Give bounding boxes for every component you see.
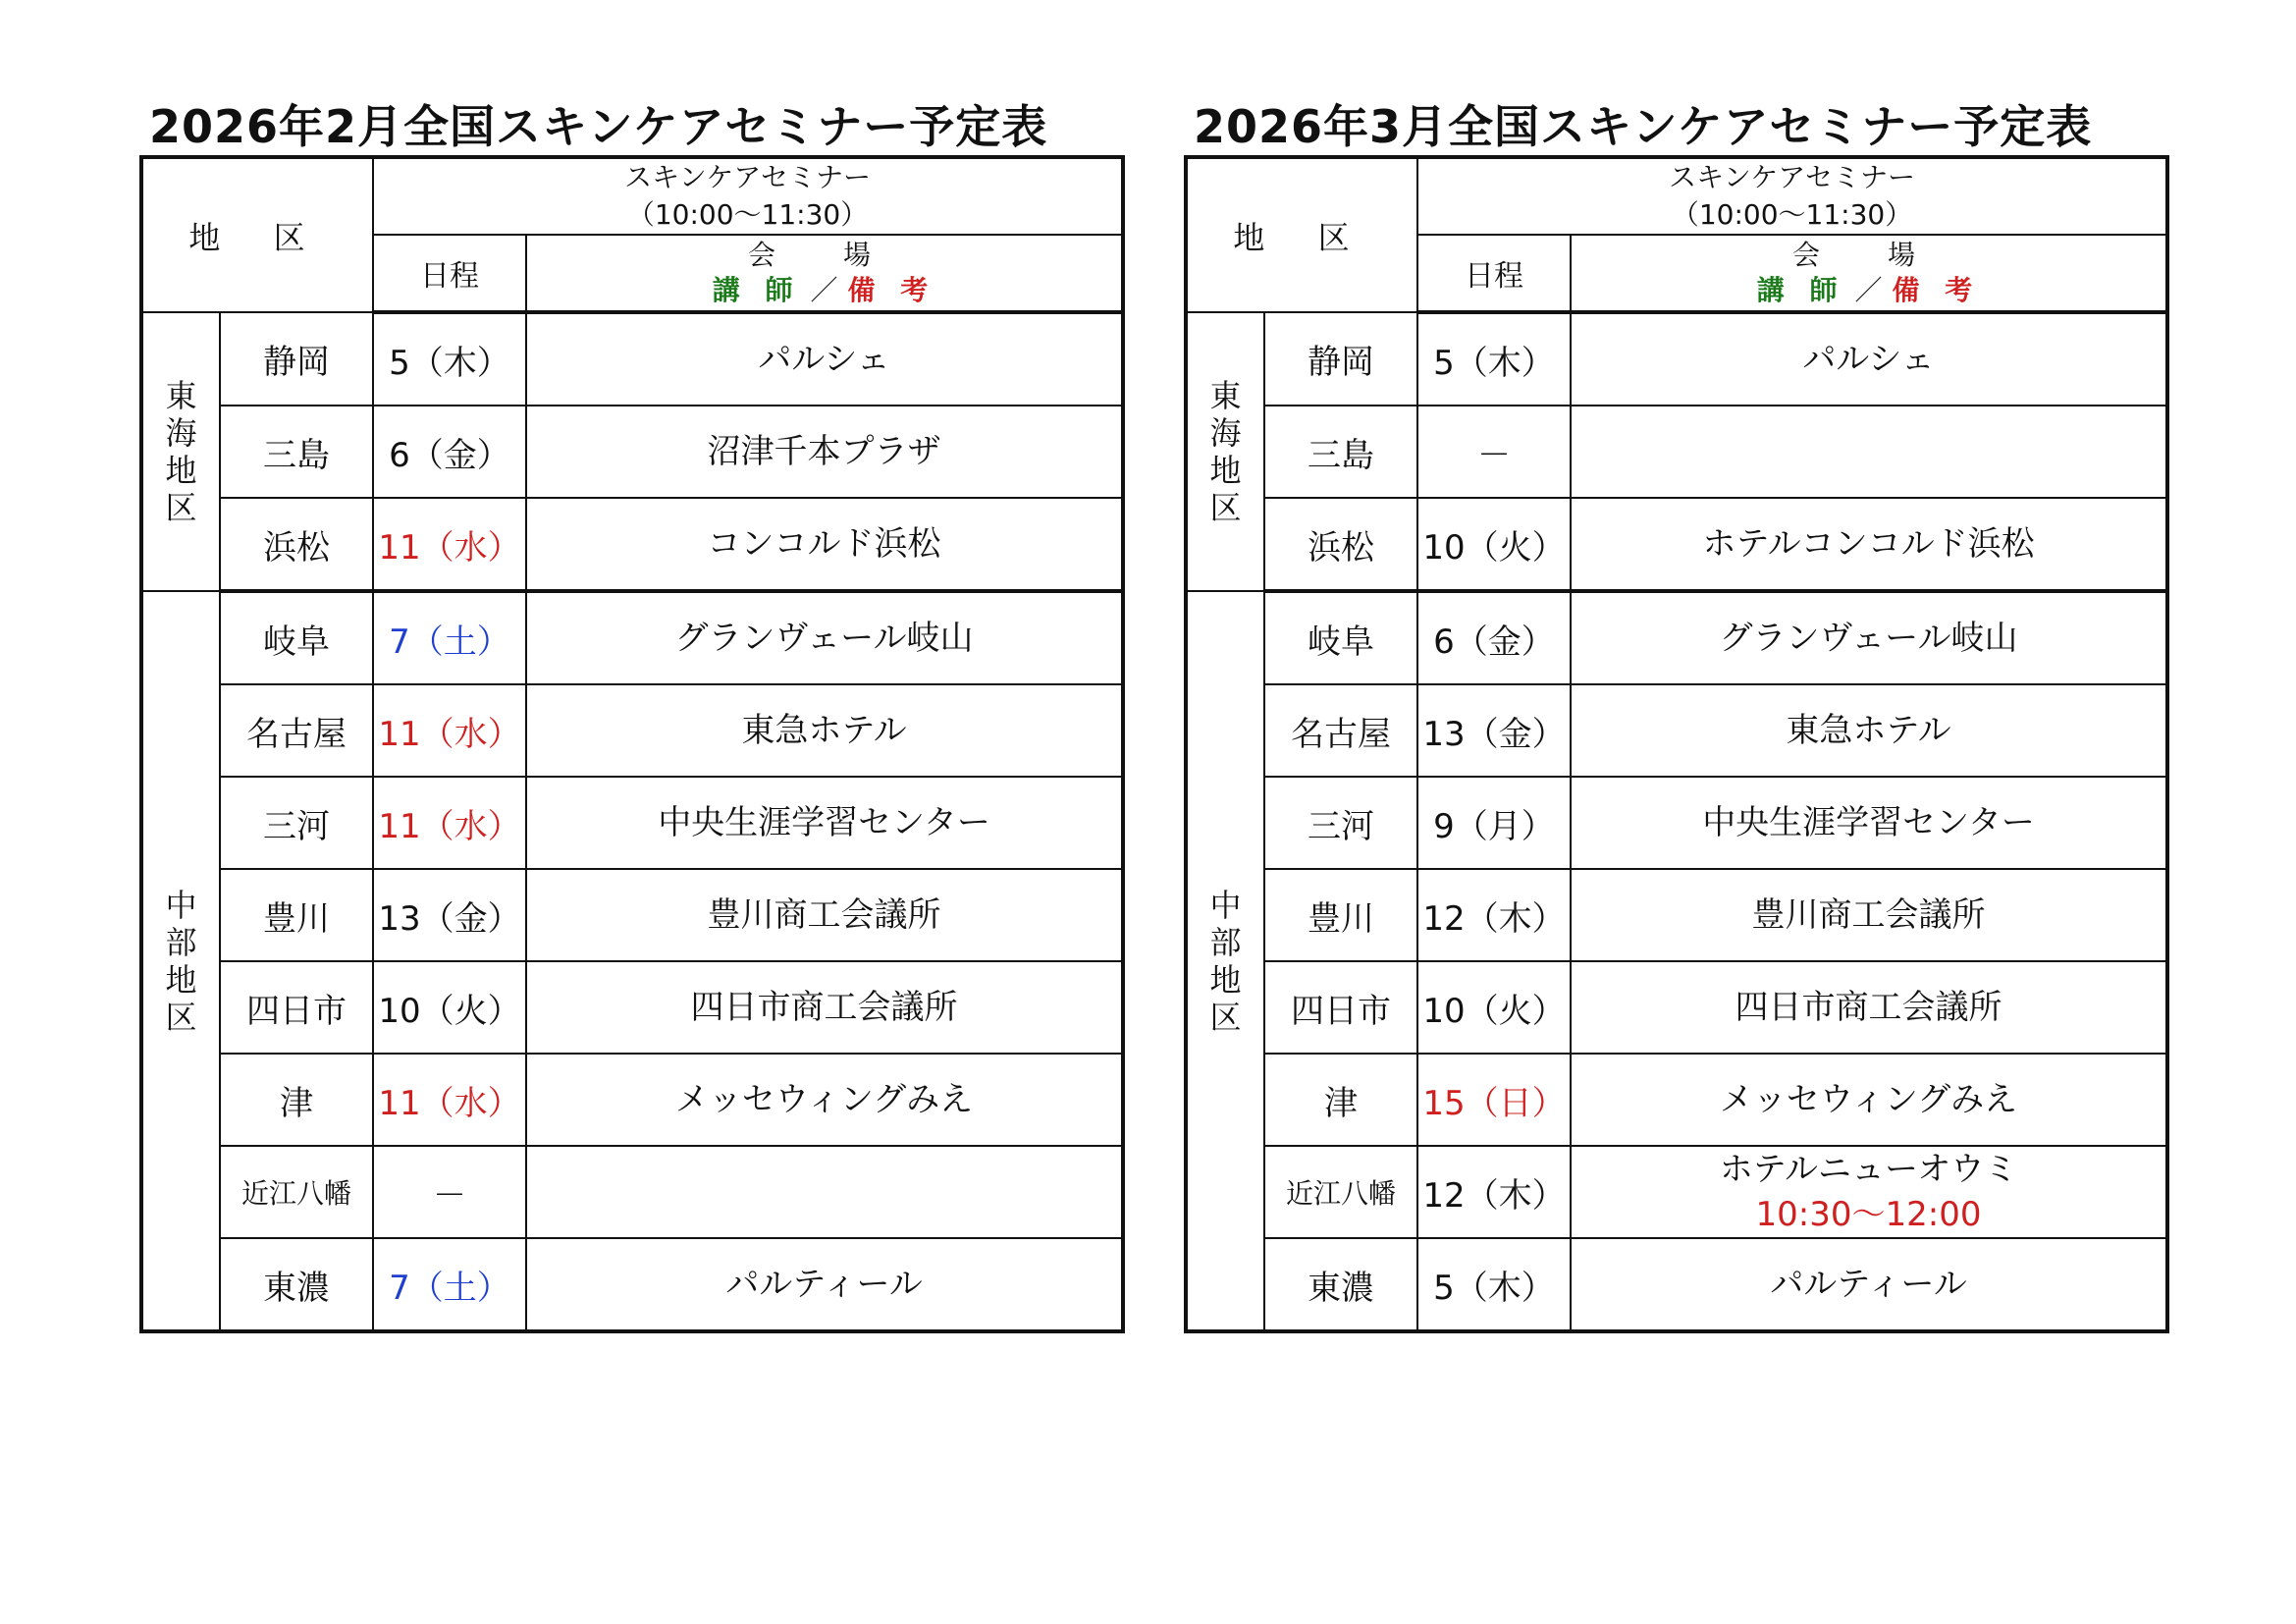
city-cell: 津	[1264, 1054, 1417, 1146]
venue-cell: パルシェ	[1571, 312, 2167, 406]
venue-cell	[1571, 406, 2167, 498]
venue-cell: 沼津千本プラザ	[526, 406, 1123, 498]
venue-cell: メッセウィングみえ	[1571, 1054, 2167, 1146]
seminar-time: （10:00～11:30）	[1671, 198, 1913, 231]
date-cell: 5（木）	[1417, 312, 1571, 406]
date-header: 日程	[1417, 235, 1571, 312]
venue-label: 会 場	[748, 239, 900, 271]
date-cell: 12（木）	[1417, 1146, 1571, 1238]
city-cell: 浜松	[1264, 498, 1417, 591]
city-cell: 豊川	[220, 869, 373, 961]
seminar-header	[373, 157, 1123, 235]
date-cell: 10（火）	[1417, 961, 1571, 1054]
slash-label: ／	[810, 274, 838, 306]
venue-cell: メッセウィングみえ	[526, 1054, 1123, 1146]
city-cell: 東濃	[1264, 1238, 1417, 1331]
city-cell: 岐阜	[220, 591, 373, 684]
seminar-header	[1417, 157, 2167, 235]
date-cell: －	[1417, 406, 1571, 498]
march-table	[1184, 155, 2169, 1333]
date-cell: 5（木）	[1417, 1238, 1571, 1331]
date-cell: 6（金）	[373, 406, 526, 498]
venue-cell: 豊川商工会議所	[1571, 869, 2167, 961]
february-table	[139, 155, 1125, 1333]
venue-cell	[1571, 1146, 2167, 1238]
venue-cell: コンコルド浜松	[526, 498, 1123, 591]
remarks-label: 備 考	[1892, 274, 1981, 306]
city-cell: 岐阜	[1264, 591, 1417, 684]
date-cell: －	[373, 1146, 526, 1238]
february-title: 2026年2月全国スキンケアセミナー予定表	[149, 100, 1048, 153]
area-header: 地 区	[1186, 157, 1417, 312]
date-cell: 7（土）	[373, 591, 526, 684]
date-cell: 15（日）	[1417, 1054, 1571, 1146]
region-chubu: 中 部 地 区	[1186, 591, 1264, 1331]
date-cell: 6（金）	[1417, 591, 1571, 684]
march-schedule	[1184, 98, 2165, 1333]
city-cell: 四日市	[220, 961, 373, 1054]
venue-cell: 豊川商工会議所	[526, 869, 1123, 961]
date-cell: 9（月）	[1417, 777, 1571, 869]
city-cell: 四日市	[1264, 961, 1417, 1054]
venue-cell: パルシェ	[526, 312, 1123, 406]
city-cell: 静岡	[220, 312, 373, 406]
area-header: 地 区	[141, 157, 373, 312]
lecturer-label: 講 師	[712, 274, 801, 306]
date-header: 日程	[373, 235, 526, 312]
february-schedule	[139, 98, 1121, 1333]
venue-cell: パルティール	[526, 1238, 1123, 1331]
march-title: 2026年3月全国スキンケアセミナー予定表	[1194, 100, 2093, 153]
date-cell: 11（水）	[373, 777, 526, 869]
date-cell: 12（木）	[1417, 869, 1571, 961]
venue-cell: グランヴェール岐山	[526, 591, 1123, 684]
region-tokai: 東 海 地 区	[1186, 312, 1264, 591]
region-tokai: 東 海 地 区	[141, 312, 220, 591]
date-cell: 7（土）	[373, 1238, 526, 1331]
date-cell: 11（水）	[373, 498, 526, 591]
venue-time-note: 10:30～12:00	[1755, 1195, 1982, 1234]
city-cell: 東濃	[220, 1238, 373, 1331]
city-cell: 三河	[220, 777, 373, 869]
venue-cell: 中央生涯学習センター	[1571, 777, 2167, 869]
region-chubu: 中 部 地 区	[141, 591, 220, 1331]
venue-cell: 四日市商工会議所	[1571, 961, 2167, 1054]
slash-label: ／	[1854, 274, 1883, 306]
seminar-time: （10:00～11:30）	[626, 198, 869, 231]
venue-cell: パルティール	[1571, 1238, 2167, 1331]
venue-cell: 中央生涯学習センター	[526, 777, 1123, 869]
venue-label: 会 場	[1792, 239, 1945, 271]
venue-header	[1571, 235, 2167, 312]
seminar-label: スキンケアセミナー	[1669, 161, 1915, 193]
city-cell: 三島	[220, 406, 373, 498]
venue-cell	[526, 1146, 1123, 1238]
date-cell: 13（金）	[373, 869, 526, 961]
city-cell: 浜松	[220, 498, 373, 591]
date-cell: 5（木）	[373, 312, 526, 406]
city-cell: 三河	[1264, 777, 1417, 869]
date-cell: 11（水）	[373, 1054, 526, 1146]
remarks-label: 備 考	[847, 274, 936, 306]
date-cell: 13（金）	[1417, 684, 1571, 777]
venue-cell: 四日市商工会議所	[526, 961, 1123, 1054]
city-cell: 三島	[1264, 406, 1417, 498]
city-cell: 名古屋	[220, 684, 373, 777]
city-cell: 静岡	[1264, 312, 1417, 406]
venue-cell: 東急ホテル	[526, 684, 1123, 777]
venue-cell: ホテルコンコルド浜松	[1571, 498, 2167, 591]
city-cell: 豊川	[1264, 869, 1417, 961]
date-cell: 10（火）	[1417, 498, 1571, 591]
city-cell: 近江八幡	[1264, 1146, 1417, 1238]
seminar-label: スキンケアセミナー	[624, 161, 871, 193]
city-cell: 津	[220, 1054, 373, 1146]
venue-cell: グランヴェール岐山	[1571, 591, 2167, 684]
date-cell: 10（火）	[373, 961, 526, 1054]
city-cell: 近江八幡	[220, 1146, 373, 1238]
date-cell: 11（水）	[373, 684, 526, 777]
venue-name: ホテルニューオウミ	[1719, 1150, 2018, 1189]
lecturer-label: 講 師	[1756, 274, 1845, 306]
city-cell: 名古屋	[1264, 684, 1417, 777]
venue-header	[526, 235, 1123, 312]
venue-cell: 東急ホテル	[1571, 684, 2167, 777]
